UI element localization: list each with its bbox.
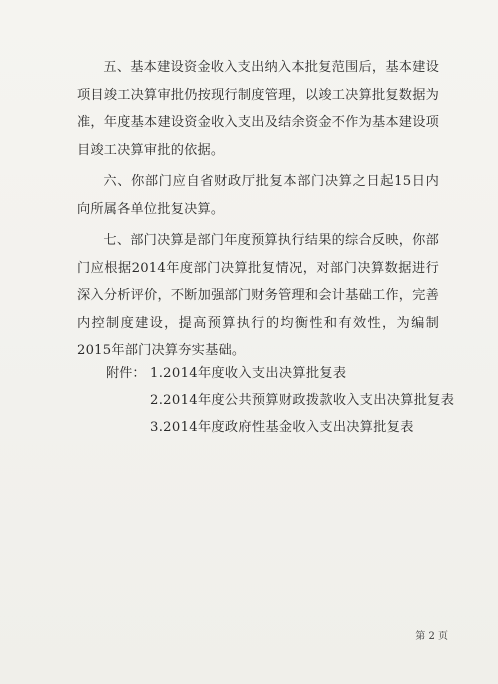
attachment-item-3: 3.2014年度政府性基金收入支出决算批复表 — [150, 420, 414, 435]
attachments-label: 附件： — [106, 366, 146, 381]
attachment-item-1: 1.2014年度收入支出决算批复表 — [150, 366, 347, 381]
paragraph-seven: 七、部门决算是部门年度预算执行结果的综合反映，你部门应根据2014年度部门决算批复情况，对部门决算数据进行深入分析评价，不断加强部门财务管理和会计基础工作，完善内控制度建设，提高预算执行的均衡性和有效性，为编制2015年部门决算夯实基础。 — [77, 233, 439, 358]
body-text — [77, 54, 439, 369]
paragraph-six: 六、你部门应自省财政厅批复本部门决算之日起15日内向所属各单位批复决算。 — [77, 174, 439, 217]
attachments-row — [106, 360, 466, 441]
attachment-item-2: 2.2014年度公共预算财政拨款收入支出决算批复表 — [150, 393, 455, 408]
page-number: 第 2 页 — [415, 631, 448, 642]
attachments-list — [150, 360, 454, 441]
paragraph-five: 五、基本建设资金收入支出纳入本批复范围后，基本建设项目竣工决算审批仍按现行制度管理，以竣工决算批复数据为准，年度基本建设资金收入支出及结余资金不作为基本建设项目竣工决算审批的依据。 — [77, 60, 439, 158]
attachments-block — [106, 360, 466, 441]
